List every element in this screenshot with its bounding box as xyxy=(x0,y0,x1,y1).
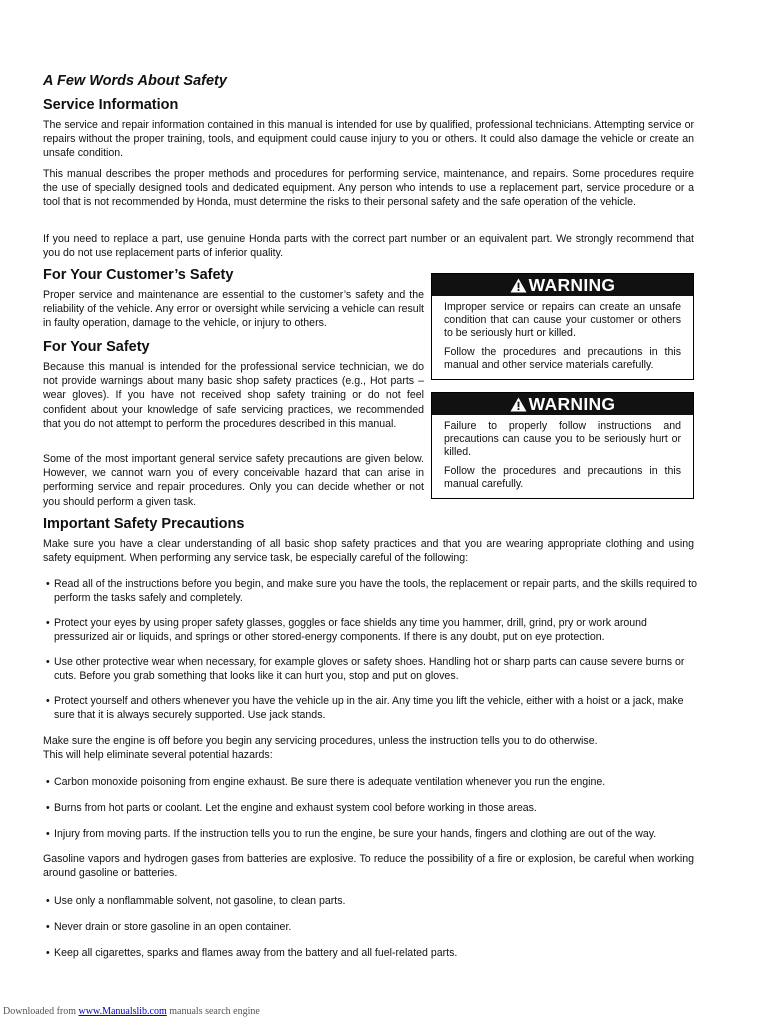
precaution-bullet-2: • Protect your eyes by using proper safety glasses, goggles or face shields any time you hammer, drill, grind, pry or work around pressurized air or liquids, and springs or other stored-energy components. If there is any doubt, put on eye protection. xyxy=(46,616,702,644)
service-info-heading: Service Information xyxy=(43,97,179,113)
warning-2-text-2: Follow the procedures and precautions in this manual carefully. xyxy=(444,465,681,490)
fuel-bullet-3: • Keep all cigarettes, sparks and flames away from the battery and all fuel-related parts. xyxy=(46,946,702,960)
footer-suffix: manuals search engine xyxy=(169,1006,260,1017)
service-info-paragraph-1: The service and repair information contained in this manual is intended for use by qualified, professional technicians. Attempting service or repairs without the proper training, tools, and equipment could cause injury to you or others. It could also damage the vehicle or create an unsafe condition. xyxy=(43,119,694,160)
warning-label-2: WARNING xyxy=(528,393,616,414)
hazard-bullet-2: • Burns from hot parts or coolant. Let the engine and exhaust system cool before working in those areas. xyxy=(46,801,702,815)
warning-body-2 xyxy=(432,415,693,498)
warning-1-text-1: Improper service or repairs can create an unsafe condition that can cause your customer or others to be seriously hurt or killed. xyxy=(444,301,681,339)
your-safety-paragraph-2: Some of the most important general service safety precautions are given below. However, we cannot warn you of every conceivable hazard that can arise in performing service and repair procedures. Only you can decide whether or not you should perform a given task. xyxy=(43,453,424,508)
page-title: A Few Words About Safety xyxy=(43,73,227,89)
engine-off-line-2: This will help eliminate several potential hazards: xyxy=(43,749,273,761)
warning-header-2 xyxy=(432,393,693,415)
customer-safety-heading: For Your Customer’s Safety xyxy=(43,267,234,283)
service-info-paragraph-3: If you need to replace a part, use genuine Honda parts with the correct part number or an equivalent part. We strongly recommend that you do not use replacement parts of inferior quality. xyxy=(43,233,694,260)
warning-1-text-2: Follow the procedures and precautions in this manual and other service materials carefully. xyxy=(444,346,681,371)
manualslib-link[interactable]: www.Manualslib.com xyxy=(78,1006,167,1017)
download-footer xyxy=(3,1006,260,1017)
warning-box-2 xyxy=(431,392,694,499)
gasoline-paragraph: Gasoline vapors and hydrogen gases from batteries are explosive. To reduce the possibility of a fire or explosion, be careful when working around gasoline or batteries. xyxy=(43,853,694,880)
fuel-bullet-2: • Never drain or store gasoline in an open container. xyxy=(46,920,702,934)
your-safety-paragraph-1: Because this manual is intended for the professional service technician, we do not provide warnings about many basic shop safety practices (e.g., Hot parts – wear gloves). If you have not received shop safety training or do not feel confident about your knowledge of safe servicing practices, we recommended that you do not attempt to perform the procedures described in this manual. xyxy=(43,361,424,430)
precaution-bullet-3: • Use other protective wear when necessary, for example gloves or safety shoes. Handling hot or sharp parts can cause severe burns or cuts. Before you grab something that looks like it can hurt you, stop and put on gloves. xyxy=(46,655,702,683)
warning-triangle-icon xyxy=(510,278,527,293)
your-safety-heading: For Your Safety xyxy=(43,339,150,355)
warning-body-1 xyxy=(432,296,693,379)
footer-prefix: Downloaded from xyxy=(3,1006,77,1017)
warning-label-1: WARNING xyxy=(528,274,616,295)
warning-2-text-1: Failure to properly follow instructions and precautions can cause you to be seriously hurt or killed. xyxy=(444,420,681,458)
hazard-bullet-3: • Injury from moving parts. If the instruction tells you to run the engine, be sure your hands, fingers and clothing are out of the way. xyxy=(46,827,702,841)
warning-box-1 xyxy=(431,273,694,380)
precaution-bullet-4: • Protect yourself and others whenever you have the vehicle up in the air. Any time you lift the vehicle, either with a hoist or a jack, make sure that it is always securely supported. Use jack stands. xyxy=(46,694,702,722)
precaution-bullet-1: • Read all of the instructions before you begin, and make sure you have the tools, the replacement or repair parts, and the skills required to perform the tasks safely and completely. xyxy=(46,577,702,605)
precautions-intro: Make sure you have a clear understanding of all basic shop safety practices and that you are wearing appropriate clothing and using safety equipment. When performing any service task, be especially careful of the following: xyxy=(43,538,694,565)
precautions-heading: Important Safety Precautions xyxy=(43,516,245,532)
warning-header-1 xyxy=(432,274,693,296)
fuel-bullet-1: • Use only a nonflammable solvent, not gasoline, to clean parts. xyxy=(46,894,702,908)
hazard-bullet-1: • Carbon monoxide poisoning from engine exhaust. Be sure there is adequate ventilation whenever you run the engine. xyxy=(46,775,702,789)
engine-off-line-1: Make sure the engine is off before you begin any servicing procedures, unless the instruction tells you to do otherwise. xyxy=(43,735,598,747)
service-info-paragraph-2: This manual describes the proper methods and procedures for performing service, maintenance, and repairs. Some procedures require the use of specially designed tools and dedicated equipment. Any person who intends to use a replacement part, service procedure or a tool that is not recommended by Honda, must determine the risks to their personal safety and the safe operation of the vehicle. xyxy=(43,168,694,209)
warning-triangle-icon xyxy=(510,397,527,412)
customer-safety-paragraph: Proper service and maintenance are essential to the customer’s safety and the reliability of the vehicle. Any error or oversight while servicing a vehicle can result in faulty operation, damage to the vehicle, or injury to others. xyxy=(43,289,424,330)
